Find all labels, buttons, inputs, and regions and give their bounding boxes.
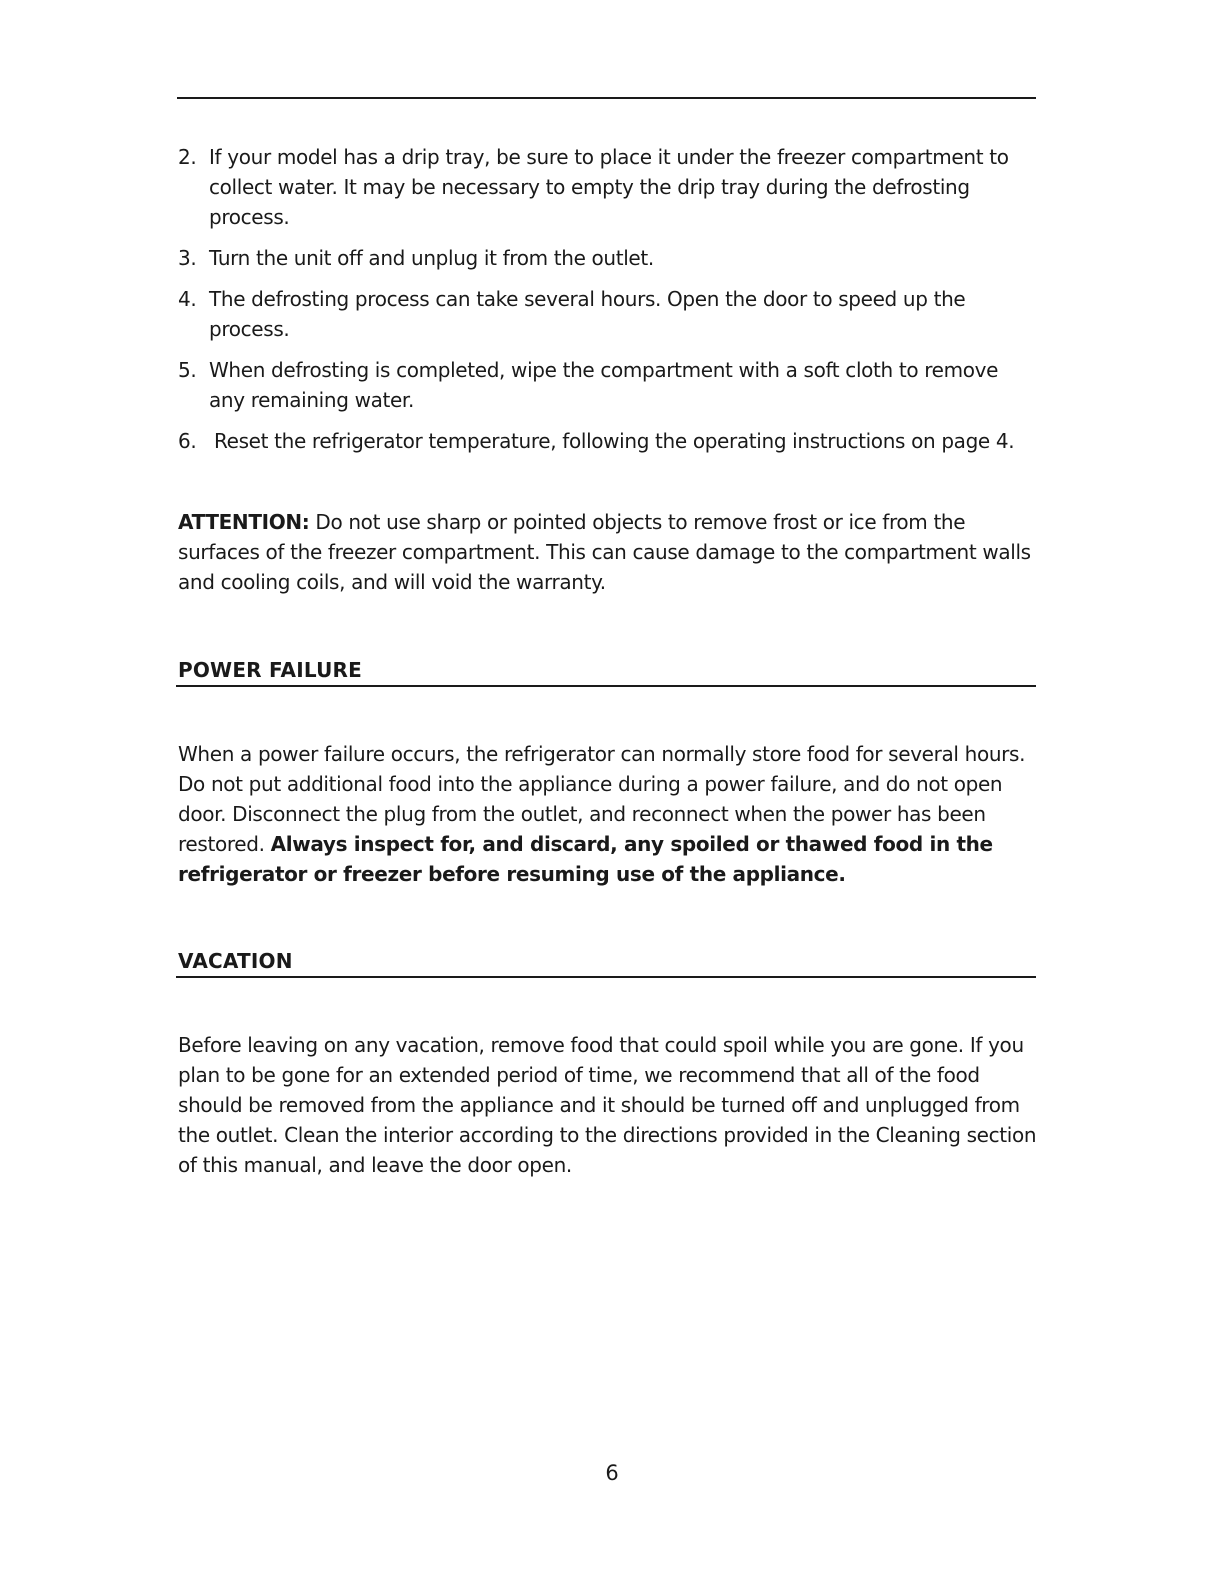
step-text: Reset the refrigerator temperature, following the operating instructions on page 4.	[214, 429, 1015, 453]
step-number: 2.	[178, 145, 197, 169]
power-failure-warning: Always inspect for, and discard, any spoiled or thawed food in the refrigerator or freezer before resuming use of the appliance.	[178, 832, 993, 886]
list-item	[178, 243, 1038, 273]
vacation-heading: VACATION	[176, 946, 1036, 978]
step-number: 4.	[178, 287, 197, 311]
step-text: Turn the unit off and unplug it from the outlet.	[209, 246, 654, 270]
page-number: 6	[605, 1461, 619, 1485]
header-rule	[177, 97, 1036, 99]
attention-paragraph	[178, 507, 1038, 597]
attention-text: Do not use sharp or pointed objects to remove frost or ice from the surfaces of the freezer compartment. This can cause damage to the compartment walls and cooling coils, and will void the warranty.	[178, 510, 1031, 594]
list-item	[178, 284, 1038, 344]
page-content	[178, 142, 1038, 1180]
vacation-paragraph: Before leaving on any vacation, remove food that could spoil while you are gone. If you plan to be gone for an extended period of time, we recommend that all of the food should be removed from the appliance and it should be turned off and unplugged from the outlet. Clean the interior according to the directions provided in the Cleaning section of this manual, and leave the door open.	[178, 1033, 1037, 1177]
list-item	[178, 355, 1038, 415]
list-item	[178, 142, 1038, 232]
power-failure-paragraph	[178, 739, 1038, 889]
attention-label: ATTENTION:	[178, 510, 310, 534]
defrost-steps-list	[178, 142, 1038, 456]
step-number: 3.	[178, 246, 197, 270]
step-text: If your model has a drip tray, be sure to place it under the freezer compartment to collect water. It may be necessary to empty the drip tray during the defrosting process.	[209, 145, 1009, 229]
step-text: When defrosting is completed, wipe the compartment with a soft cloth to remove any remaining water.	[209, 358, 999, 412]
power-failure-heading: POWER FAILURE	[176, 655, 1036, 687]
list-item	[178, 426, 1038, 456]
power-failure-text: When a power failure occurs, the refrigerator can normally store food for several hours. Do not put additional food into the appliance during a power failure, and do not open door. Disconnect the plug from the outlet, and reconnect when the power has been restored.	[178, 742, 1026, 856]
step-number: 6.	[178, 429, 197, 453]
step-number: 5.	[178, 358, 197, 382]
step-text: The defrosting process can take several hours. Open the door to speed up the process.	[209, 287, 966, 341]
